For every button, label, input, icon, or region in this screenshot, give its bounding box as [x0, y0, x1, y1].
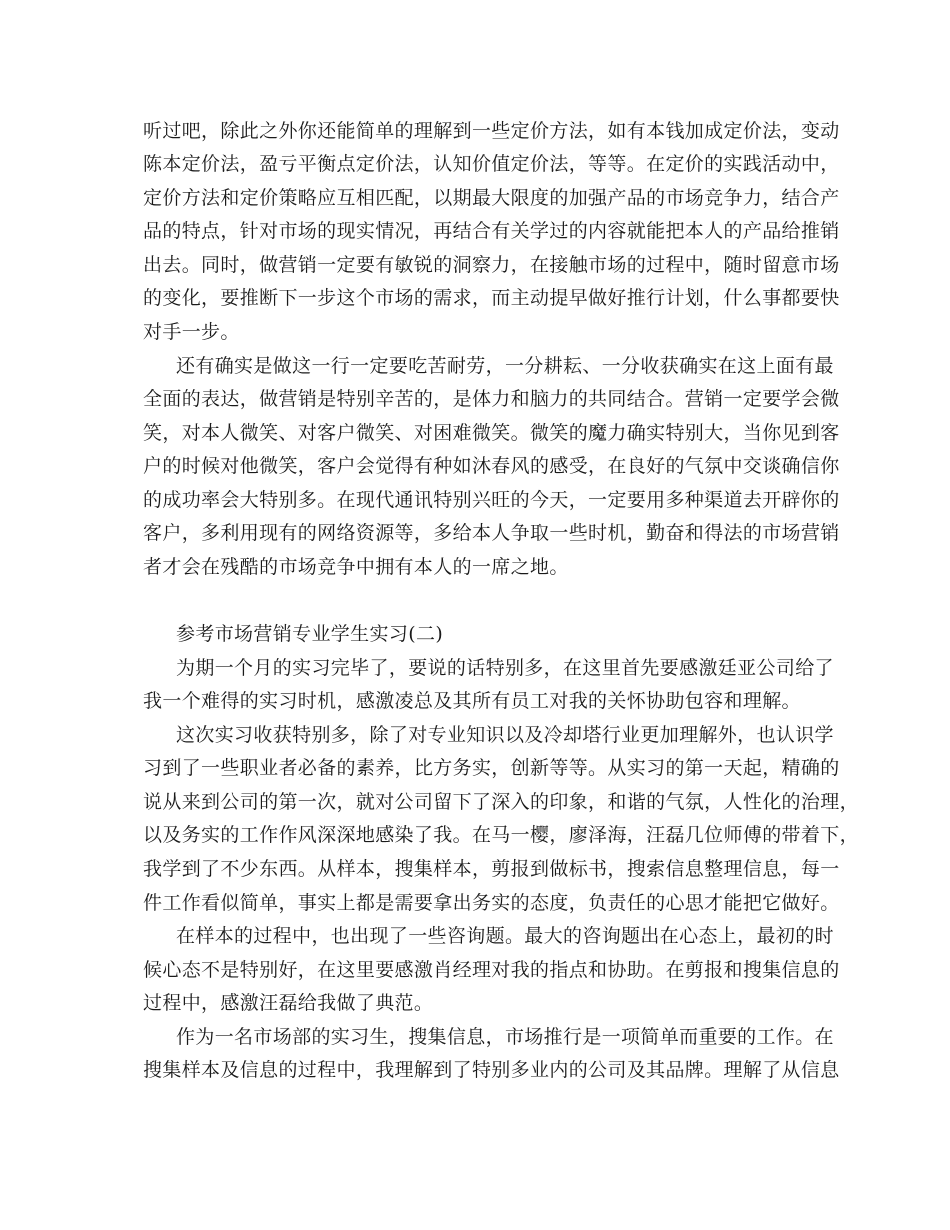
text-line: 我学到了不少东西。从样本，搜集样本，剪报到做标书，搜索信息整理信息，每一 [143, 858, 840, 880]
text-line: 候心态不是特别好，在这里要感激肖经理对我的指点和协助。在剪报和搜集信息的 [143, 959, 840, 981]
text-line: 出去。同时，做营销一定要有敏锐的洞察力，在接触市场的过程中，随时留意市场 [143, 254, 840, 276]
paragraph-first-line: 还有确实是做这一行一定要吃苦耐劳，一分耕耘、一分收获确实在这上面有最 [176, 355, 834, 377]
text-line: 过程中，感激汪磊给我做了典范。 [143, 992, 434, 1014]
section-heading: 参考市场营销专业学生实习(二) [176, 623, 444, 645]
text-line: 习到了一些职业者必备的素养，比方务实，创新等等。从实习的第一天起，精确的 [143, 757, 840, 779]
text-line: 客户，多利用现有的网络资源等，多给本人争取一些时机，勤奋和得法的市场营销 [143, 522, 840, 544]
text-line: 定价方法和定价策略应互相匹配，以期最大限度的加强产品的市场竞争力，结合产 [143, 187, 840, 209]
text-line: 以及务实的工作作风深深地感染了我。在马一樱，廖泽海，汪磊几位师傅的带着下， [143, 824, 859, 846]
text-line: 我一个难得的实习时机，感激凌总及其所有员工对我的关怀协助包容和理解。 [143, 690, 801, 712]
text-line: 户的时候对他微笑，客户会觉得有种如沐春风的感受，在良好的气氛中交谈确信你 [143, 455, 840, 477]
paragraph-first-line: 在样本的过程中，也出现了一些咨询题。最大的咨询题出在心态上，最初的时 [176, 925, 834, 947]
text-line: 说从来到公司的第一次，就对公司留下了深入的印象，和谐的气氛，人性化的治理， [143, 791, 859, 813]
text-line: 笑，对本人微笑、对客户微笑、对困难微笑。微笑的魔力确实特别大，当你见到客 [143, 422, 840, 444]
paragraph-first-line: 这次实习收获特别多，除了对专业知识以及冷却塔行业更加理解外，也认识学 [176, 724, 834, 746]
text-line: 陈本定价法，盈亏平衡点定价法，认知价值定价法，等等。在定价的实践活动中， [143, 153, 840, 175]
text-line: 听过吧，除此之外你还能简单的理解到一些定价方法，如有本钱加成定价法，变动 [143, 120, 840, 142]
text-line: 对手一步。 [143, 321, 240, 343]
paragraph-first-line: 作为一名市场部的实习生，搜集信息，市场推行是一项简单而重要的工作。在 [176, 1026, 834, 1048]
text-line: 搜集样本及信息的过程中，我理解到了特别多业内的公司及其品牌。理解了从信息 [143, 1059, 840, 1081]
text-line: 的变化，要推断下一步这个市场的需求，而主动提早做好推行计划，什么事都要快 [143, 287, 840, 309]
text-line: 全面的表达，做营销是特别辛苦的，是体力和脑力的共同结合。营销一定要学会微 [143, 388, 840, 410]
text-line: 者才会在残酷的市场竞争中拥有本人的一席之地。 [143, 556, 569, 578]
paragraph-first-line: 为期一个月的实习完毕了，要说的话特别多，在这里首先要感激廷亚公司给了 [176, 657, 834, 679]
text-line: 件工作看似简单，事实上都是需要拿出务实的态度，负责任的心思才能把它做好。 [143, 892, 840, 914]
text-line: 的成功率会大特别多。在现代通讯特别兴旺的今天，一定要用多种渠道去开辟你的 [143, 489, 840, 511]
text-line: 品的特点，针对市场的现实情况，再结合有关学过的内容就能把本人的产品给推销 [143, 220, 840, 242]
